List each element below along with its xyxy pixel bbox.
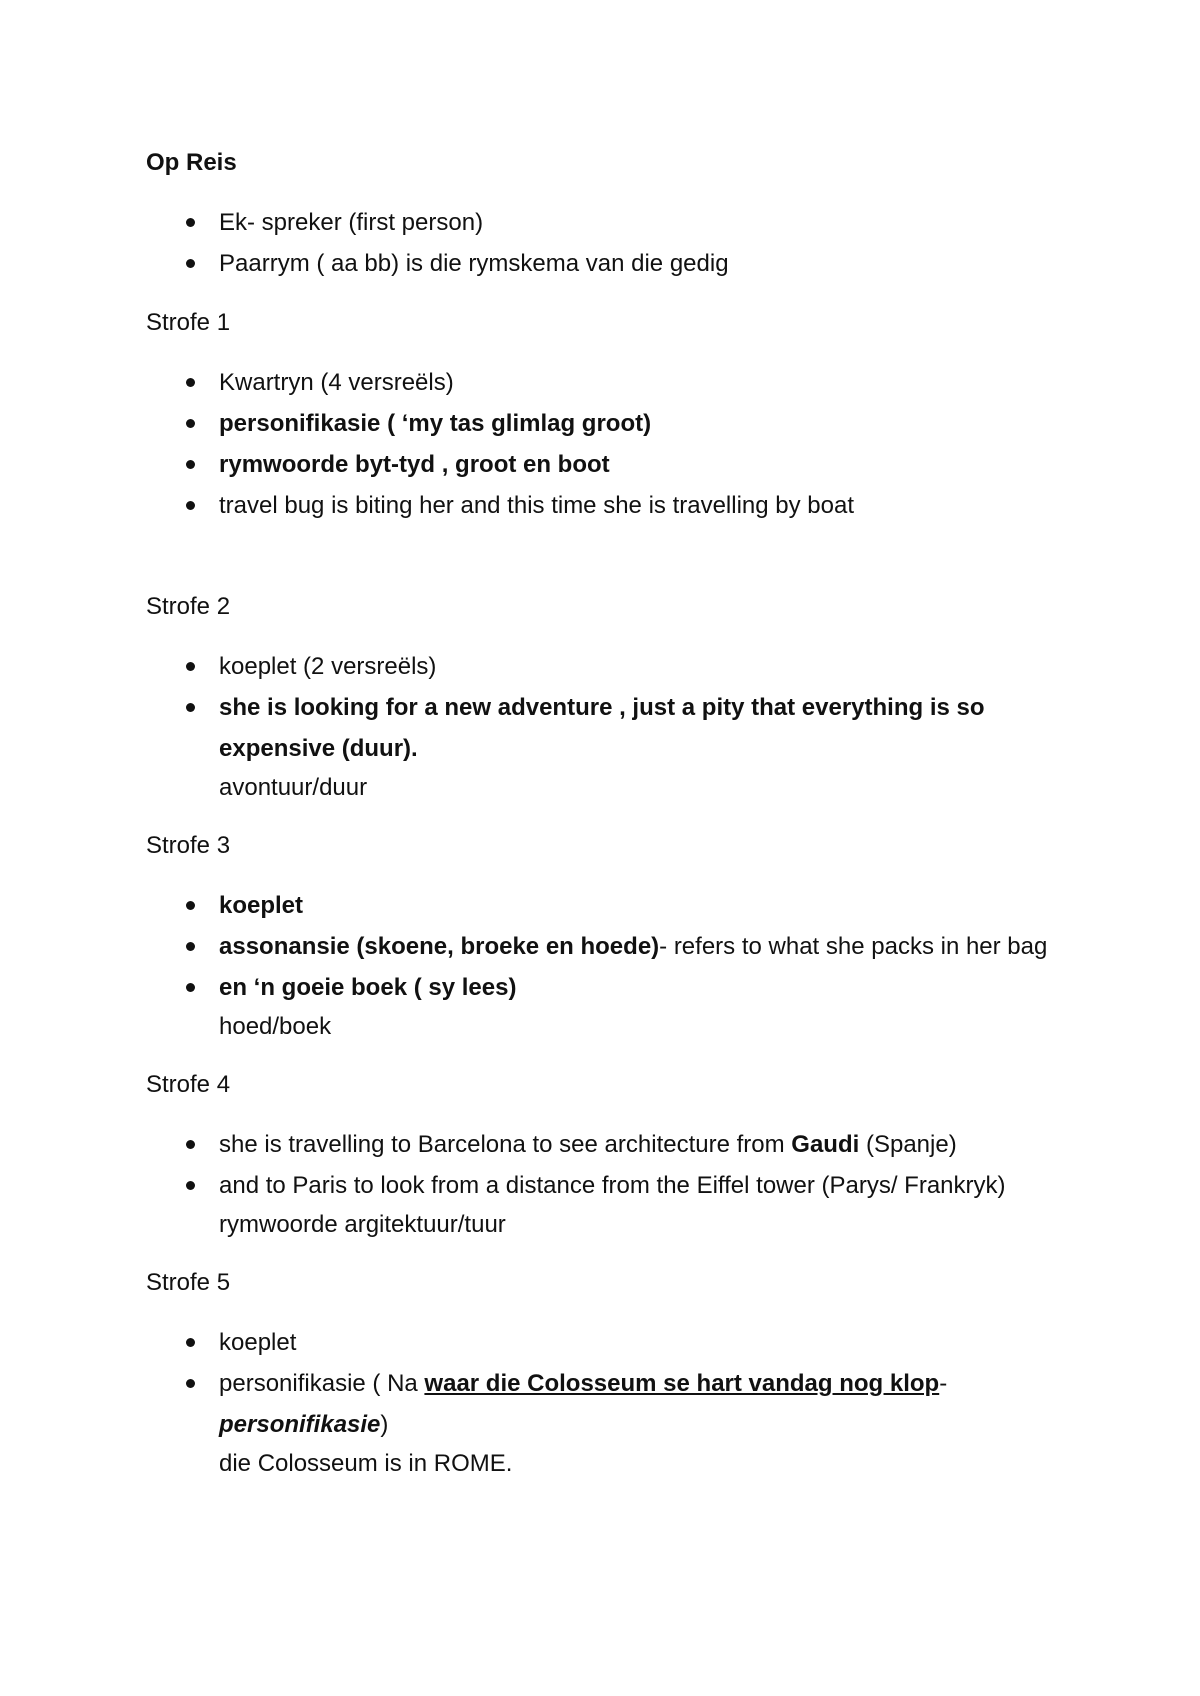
rhyme-words: rymwoorde argitektuur/tuur — [219, 1211, 506, 1238]
list-item-bold-text: assonansie (skoene, broeke en hoede) — [219, 933, 660, 960]
list-item — [146, 926, 1086, 967]
list-item: personifikasie ( ‘my tas glimlag groot) — [146, 403, 1086, 444]
list-item-bold-text: en ‘n goeie boek ( sy lees) — [219, 974, 517, 1001]
spacer — [146, 548, 1086, 590]
strofe-1-heading: Strofe 1 — [146, 309, 231, 336]
list-item: rymwoorde byt-tyd , groot en boot — [146, 444, 1086, 485]
list-item: koeplet — [146, 1322, 1086, 1363]
note-text: die Colosseum is in ROME. — [219, 1450, 513, 1477]
document-body — [146, 146, 1086, 1505]
italic-term: personifikasie — [219, 1411, 381, 1438]
list-item-text: - refers to what she packs in her bag — [659, 933, 1048, 960]
list-item: Kwartryn (4 versreëls) — [146, 362, 1086, 403]
list-item — [146, 1165, 1086, 1244]
list-item — [146, 1124, 1086, 1165]
strofe-3-list — [146, 885, 1086, 1046]
list-item-bold-text: Gaudi — [791, 1131, 860, 1158]
strofe-2-list — [146, 646, 1086, 807]
list-item — [146, 967, 1086, 1046]
list-item-text: (Spanje) — [859, 1131, 957, 1158]
strofe-5-list — [146, 1322, 1086, 1483]
list-item-text: and to Paris to look from a distance from the Eiffel tower (Parys/ Frankryk) — [219, 1172, 1006, 1199]
closing-paren: ) — [380, 1411, 389, 1438]
strofe-2-heading: Strofe 2 — [146, 593, 231, 620]
list-item — [146, 687, 1086, 807]
list-item: Ek- spreker (first person) — [146, 202, 1086, 243]
underlined-quote: waar die Colosseum se hart vandag nog klop — [424, 1370, 940, 1397]
dash: - — [939, 1370, 948, 1397]
list-item: travel bug is biting her and this time she is travelling by boat — [146, 485, 1086, 526]
list-item-text: personifikasie ( Na — [219, 1370, 425, 1397]
strofe-4-heading: Strofe 4 — [146, 1071, 231, 1098]
list-item: Paarrym ( aa bb) is die rymskema van die gedig — [146, 243, 1086, 284]
rhyme-words: avontuur/duur — [219, 774, 368, 801]
rhyme-words: hoed/boek — [219, 1013, 332, 1040]
list-item-text: she is travelling to Barcelona to see architecture from — [219, 1131, 792, 1158]
strofe-5-heading: Strofe 5 — [146, 1269, 231, 1296]
strofe-3-heading: Strofe 3 — [146, 832, 231, 859]
page-title: Op Reis — [146, 149, 237, 176]
list-item-bold-text: she is looking for a new adventure , just a pity that everything is so expensive (duur). — [219, 694, 985, 762]
list-item — [146, 1363, 1086, 1483]
strofe-1-list — [146, 362, 1086, 526]
intro-list — [146, 202, 1086, 284]
list-item: koeplet — [146, 885, 1086, 926]
strofe-4-list — [146, 1124, 1086, 1244]
list-item: koeplet (2 versreëls) — [146, 646, 1086, 687]
